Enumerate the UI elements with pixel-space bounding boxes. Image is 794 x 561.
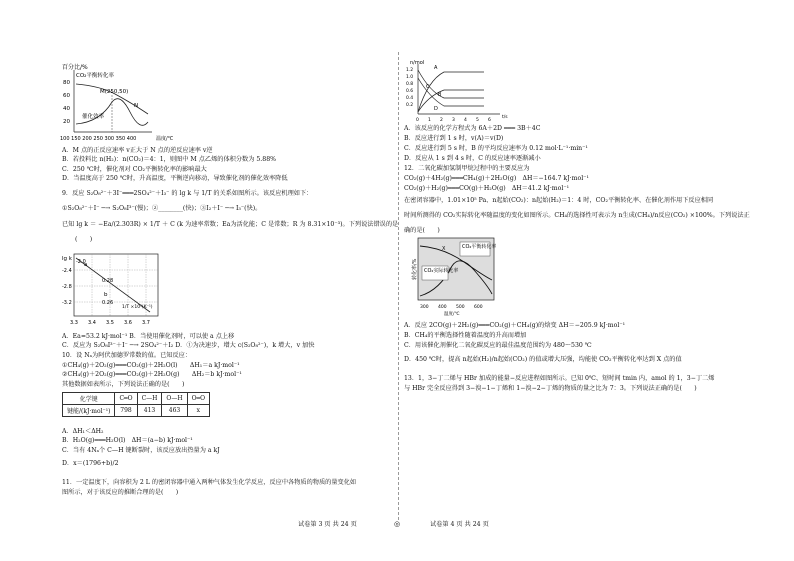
fig1-ytick: 60 xyxy=(63,93,70,99)
table-header: C—H xyxy=(137,393,162,405)
q10-line1: 10．设 Nₐ为阿伏加德罗常数的值。已知反应： xyxy=(62,352,192,359)
q10-line2: ①CH₄(g)＋2O₂(g)═══CO₂(g)＋2H₂O(l) ΔH₁＝a kJ·mol⁻¹ xyxy=(62,362,240,369)
table-cell: 413 xyxy=(137,405,162,417)
n-xtick: 1 xyxy=(428,118,431,123)
lgk-point-b: b xyxy=(104,292,108,298)
conv-xtick: 500 xyxy=(456,305,465,310)
table-header: 化学键 xyxy=(63,393,115,405)
n-ytick: 0.4 xyxy=(406,96,414,101)
q12-line2: CO₂(g)＋4H₂(g)═══CH₄(g)＋2H₂O(g) ΔH＝−164.7 kJ·mol⁻¹ xyxy=(404,175,589,182)
page-divider xyxy=(398,52,399,520)
q12-option-c: C．用该催化剂催化二氧化碳反应的最佳温度范围约为 480～530 ℃ xyxy=(404,342,592,349)
fig1-xticks: 100 150 200 250 300 350 400 xyxy=(60,136,137,142)
series-a-label: A xyxy=(434,65,438,71)
series-c-label: C xyxy=(426,84,430,90)
point-n-label: N xyxy=(134,103,139,109)
lgk-ytick: -2.4 xyxy=(62,268,72,274)
n-xtick: 3 xyxy=(452,118,455,123)
fig1-ytick: 40 xyxy=(63,106,70,112)
series-d-label: D xyxy=(434,106,438,112)
lgk-xtick: 3.3 xyxy=(70,320,78,326)
n-ytick: 0.2 xyxy=(406,103,414,108)
n-ytick: 0.8 xyxy=(406,82,414,87)
q9-line3: 已知 lg k ＝ −Ea/(2.303R) × 1/T ＋ C (k 为速率常数；Ea为活化能；C 是常数；R 为 8.31×10⁻³)。下列说法错误的是 xyxy=(62,221,399,228)
q8-option-b: B．若投料比 n(H₂)：n(CO₂)＝4：1，则图中 M 点乙烯的体积分数为 5.88% xyxy=(62,156,277,163)
q10-option-a: A．ΔH₁＜ΔH₂ xyxy=(62,428,104,435)
lgk-xtick: 3.4 xyxy=(88,320,96,326)
co2-curve-label: CO₂平衡转化率 xyxy=(76,73,114,79)
table-cell: 463 xyxy=(162,405,187,417)
conv-xtick: 600 xyxy=(474,305,483,310)
catalyst-curve-label: 催化效率 xyxy=(82,114,105,120)
lgk-val2: 0.26 xyxy=(102,300,114,306)
conv-xtick: 400 xyxy=(438,305,447,310)
lgk-point-a: a xyxy=(84,262,88,268)
actual-curve-label: CO₂实际转化率 xyxy=(424,268,459,274)
n-ytick: 1.2 xyxy=(406,68,414,73)
q9-option-cd: C．反应为 S₂O₈I³⁻＋I⁻ ─→ 2SO₄²⁻＋I₂ D．①为决速步，增大 c(S₂O₈²⁻)，k 增大，v 加快 xyxy=(62,342,315,349)
q10-line4: 其他数据如表所示，下列说法正确的是( ) xyxy=(62,381,185,388)
fig1-ylabel: 百分比/% xyxy=(62,64,88,71)
catalyst-efficiency-figure xyxy=(60,62,220,142)
q8-option-a: A．M 点的正反应速率 v正大于 N 点的逆反应速率 v逆 xyxy=(62,147,213,154)
n-xtick: 2 xyxy=(440,118,443,123)
table-header: O—H xyxy=(162,393,187,405)
fig1-ytick: 20 xyxy=(63,119,70,125)
q12-option-b: B．CH₄的平衡选择性随着温度的升高而增加 xyxy=(404,332,527,339)
n-ytick: 0.6 xyxy=(406,89,414,94)
lgk-xunit: 1/T ×10³(K⁻¹) xyxy=(122,305,153,310)
n-ylabel: n/mol xyxy=(410,60,425,66)
page-footer-right: 试卷第 4 页 共 24 页 xyxy=(430,521,489,528)
fig1-xunit: 温度/℃ xyxy=(156,136,174,142)
n-xtick: 5 xyxy=(476,118,479,123)
q12-line6: 确的是( ) xyxy=(404,227,440,234)
table-cell: 798 xyxy=(115,405,137,417)
point-m-label: M(250,50) xyxy=(100,89,129,95)
q11-option-d: D．反应从 1 s 到 4 s 时，C 的反应速率逐渐减小 xyxy=(404,155,541,162)
table-header: O═O xyxy=(187,393,209,405)
q10-option-c: C．当有 4Nₐ个 C—H 键断裂时，该反应放出热量为 a kJ xyxy=(62,447,220,454)
q12-line4: 在密闭容器中，1.01×10⁵ Pa、n起始(CO₂)：n起始(H₂)＝1：4 时，CO₂平衡转化率、在催化剂作用下反应相同 xyxy=(404,197,714,204)
n-xunit: t/s xyxy=(502,115,508,120)
lgk-xtick: 3.6 xyxy=(124,320,132,326)
page-footer-left: 试卷第 3 页 共 24 页 xyxy=(298,521,357,528)
q8-option-c: C．250 ℃时，催化剂对 CO₂平衡转化率的影响最大 xyxy=(62,166,207,173)
bond-energy-table xyxy=(62,392,210,417)
n-xtick: 4 xyxy=(464,118,467,123)
mole-time-graph xyxy=(404,58,514,124)
q10-line3: ②CH₄(g)＋2O₂(g)═══CO₂(g)＋2H₂O(g) ΔH₂＝b kJ·mol⁻¹ xyxy=(62,371,242,378)
n-xtick: 0 xyxy=(416,118,419,123)
lgk-yval: -2.0 xyxy=(76,259,86,265)
lgk-xtick: 3.7 xyxy=(142,320,150,326)
lgk-ytick: -2.8 xyxy=(62,284,72,290)
lgk-xtick: 3.5 xyxy=(106,320,114,326)
q13-line2: 与 HBr 完全反应得到 3−溴−1−丁烯和 1−溴−2−丁烯的物质的量之比为 7：3。下列说法正确的是( ) xyxy=(404,385,697,392)
table-row-label: 键能/(kJ·mol⁻¹) xyxy=(63,405,115,417)
q12-line5: 时间所测得的 CO₂实际转化率随温度的变化如图所示。CH₄的选择性可表示为 n生成(CH₄)/n反应(CO₂) ×100%。下列说法正 xyxy=(404,212,750,219)
table-header: C═O xyxy=(115,393,137,405)
lgk-ylabel: lg k xyxy=(62,256,72,262)
q11-line1: 11．一定温度下，向容积为 2 L 的密闭容器中通入两种气体发生化学反应，反应中各物质的物质的量变化如 xyxy=(62,479,357,486)
q9-paren: ( ) xyxy=(75,236,93,243)
q9-line1: 9．反应 S₂O₈²⁻＋3I⁻═══2SO₄²⁻＋I₃⁻ 的 lg k 与 1/T 的关系如图所示。该反应机理如下： xyxy=(62,190,313,197)
q10-option-b: B．H₂O(g)═══H₂O(l) ΔH＝(a−b) kJ·mol⁻¹ xyxy=(62,437,193,444)
conversion-rate-graph xyxy=(404,236,504,316)
q12-line1: 12．二氧化碳加氢制甲烷过程中的主要反应为 xyxy=(404,165,530,172)
q11-option-a: A．该反应的化学方程式为 6A＋2D ═══ 3B＋4C xyxy=(404,125,541,132)
conv-xtick: 300 xyxy=(420,305,429,310)
center-mark: ◎ xyxy=(394,520,401,528)
q11-line2: 图所示，对于该反应的推断合理的是( ) xyxy=(62,489,179,496)
fig1-ytick: 80 xyxy=(63,80,70,86)
q9-line2: ①S₂O₈²⁻＋I⁻ ─→ S₂O₈I³⁻(慢)；②________(快)；③I₂＋I⁻ ─→ I₃⁻(快)。 xyxy=(62,205,262,212)
q11-option-c: C．反应进行到 5 s 时，B 的平均反应速率为 0.12 mol·L⁻¹·min⁻¹ xyxy=(404,145,588,152)
conv-ylabel: 转化率/% xyxy=(412,258,418,280)
lgk-ytick: -3.2 xyxy=(62,300,72,306)
eq-curve-label: CO₂平衡转化率 xyxy=(462,244,497,250)
q13-line1: 13．1，3−丁二烯与 HBr 加成的能量−反应进程如图所示。已知 0℃、短时间 tmin 内，amol 的 1，3−丁二烯 xyxy=(404,375,715,382)
n-xtick: 6 xyxy=(488,118,491,123)
q11-option-b: B．反应进行到 1 s 时，v(A)＝v(D) xyxy=(404,135,504,142)
n-ytick: 1.0 xyxy=(406,75,414,80)
q9-option-ab: A．Ea=53.2 kJ·mol⁻¹ B．当使用催化剂时，可以使 a 点上移 xyxy=(62,333,235,340)
q8-option-d: D．当温度高于 250 ℃时，升高温度，平衡逆向移动，导致催化剂的催化效率降低 xyxy=(62,175,288,182)
lgk-graph xyxy=(62,252,172,332)
series-b-label: B xyxy=(438,92,442,98)
lgk-val1: 0.28 xyxy=(102,278,114,284)
q12-option-d: D．450 ℃时，提高 n起始(H₂)/n起始(CO₂) 的值或增大压强，均能使 CO₂平衡转化率达到 X 点的值 xyxy=(404,356,682,363)
table-cell: x xyxy=(187,405,209,417)
q10-option-d: D．x＝(1796+b)/2 xyxy=(62,460,119,467)
conv-xunit: 温度/℃ xyxy=(444,312,460,316)
q12-option-a: A．反应 2CO(g)＋2H₂(g)═══CO₂(g)＋CH₄(g)的焓变 ΔH＝−205.9 kJ·mol⁻¹ xyxy=(404,322,626,329)
point-x-label: X xyxy=(442,246,446,252)
q12-line3: CO₂(g)＋H₂(g)═══CO(g)＋H₂O(g) ΔH＝41.2 kJ·mol⁻¹ xyxy=(404,185,570,192)
